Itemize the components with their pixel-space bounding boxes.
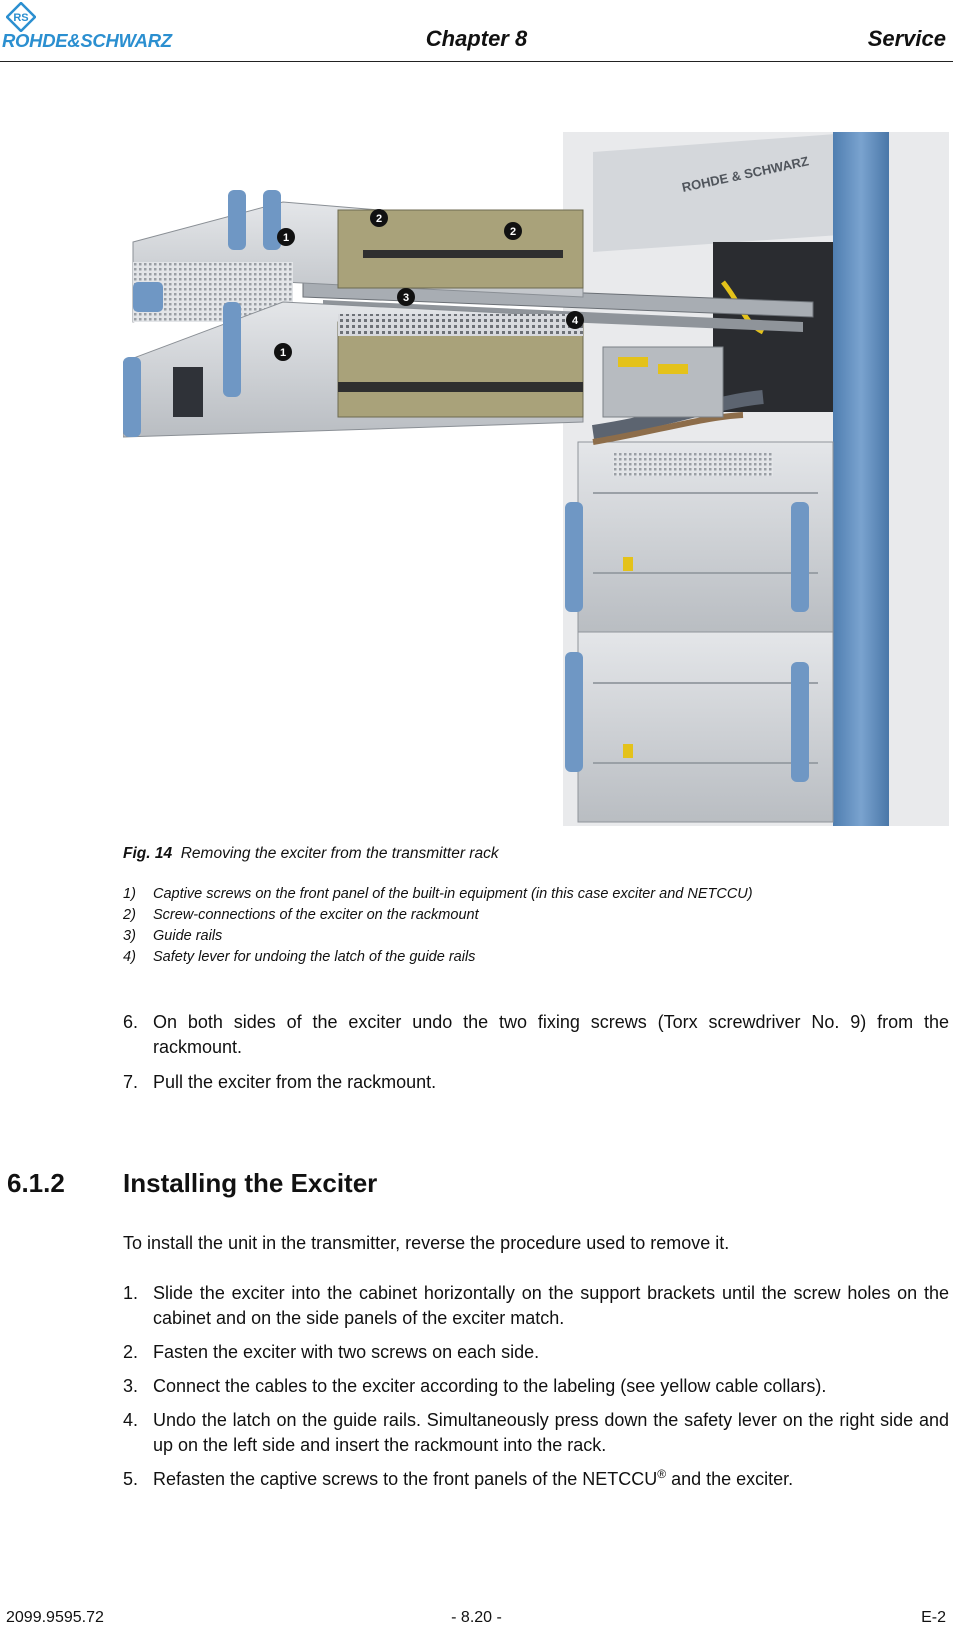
legend-item: 4) Safety lever for undoing the latch of the guide rails [123, 949, 476, 965]
section-number: 6.1.2 [7, 1168, 65, 1198]
callout-4 [566, 311, 584, 329]
figure-caption [123, 845, 499, 863]
list-item: 2. Fasten the exciter with two screws on each side. [123, 1342, 540, 1362]
list-item: 3. Connect the cables to the exciter according to the labeling (see yellow cable collars). [123, 1376, 827, 1396]
chapter-title: Chapter 8 [425, 26, 528, 51]
list-item: 7. Pull the exciter from the rackmount. [123, 1072, 437, 1092]
revision: E-2 [921, 1609, 946, 1626]
svg-text:RS: RS [13, 12, 29, 24]
list-item: 4. Undo the latch on the guide rails. Simultaneously press down the safety lever on the right side and up on the left side and insert the rackmount into the rack. [123, 1410, 949, 1455]
callout-1-lower [274, 343, 292, 361]
figure-caption-text: Removing the exciter from the transmitter rack [180, 845, 499, 862]
rack-logo: ROHDE & SCHWARZ [680, 153, 811, 195]
svg-text:4: 4 [571, 315, 579, 327]
svg-text:1: 1 [282, 232, 290, 244]
exciter-rack-photo [123, 132, 949, 826]
callout-3 [397, 288, 415, 306]
section-intro: To install the unit in the transmitter, reverse the procedure used to remove it. [123, 1233, 730, 1253]
page-number: - 8.20 - [451, 1609, 502, 1626]
installation-steps [123, 1281, 949, 1492]
callout-1-upper [277, 228, 295, 246]
callout-2-left [370, 209, 388, 227]
svg-text:3: 3 [402, 292, 410, 304]
document-number: 2099.9595.72 [6, 1609, 104, 1626]
figure-caption-label: Fig. 14 [123, 845, 173, 862]
svg-text:2: 2 [509, 226, 517, 238]
header-divider [0, 61, 953, 62]
svg-text:2: 2 [375, 213, 383, 225]
svg-text:1: 1 [279, 347, 287, 359]
registered-mark: ® [657, 1467, 667, 1481]
list-item: 6. On both sides of the exciter undo the two fixing screws (Torx screwdriver No. 9) from the rackmount. [123, 1012, 949, 1057]
callout-2-right [504, 222, 522, 240]
section-label: Service [867, 26, 946, 51]
legend-item: 1) Captive screws on the front panel of the built-in equipment (in this case exciter and NETCCU) [123, 886, 753, 902]
legend-item: 3) Guide rails [123, 928, 223, 944]
rack-upright [833, 132, 889, 826]
legend-item: 2) Screw-connections of the exciter on the rackmount [123, 907, 479, 923]
removal-steps [123, 1010, 949, 1095]
list-item: 5. Refasten the captive screws to the front panels of the NETCCU® and the exciter. [123, 1467, 794, 1489]
list-item: 1. Slide the exciter into the cabinet horizontally on the support brackets until the screw holes on the cabinet and on the side panels of the exciter match. [123, 1283, 949, 1328]
section-title: Installing the Exciter [123, 1168, 378, 1198]
logo-text: ROHDE&SCHWARZ [2, 30, 172, 51]
figure-legend [123, 884, 753, 968]
